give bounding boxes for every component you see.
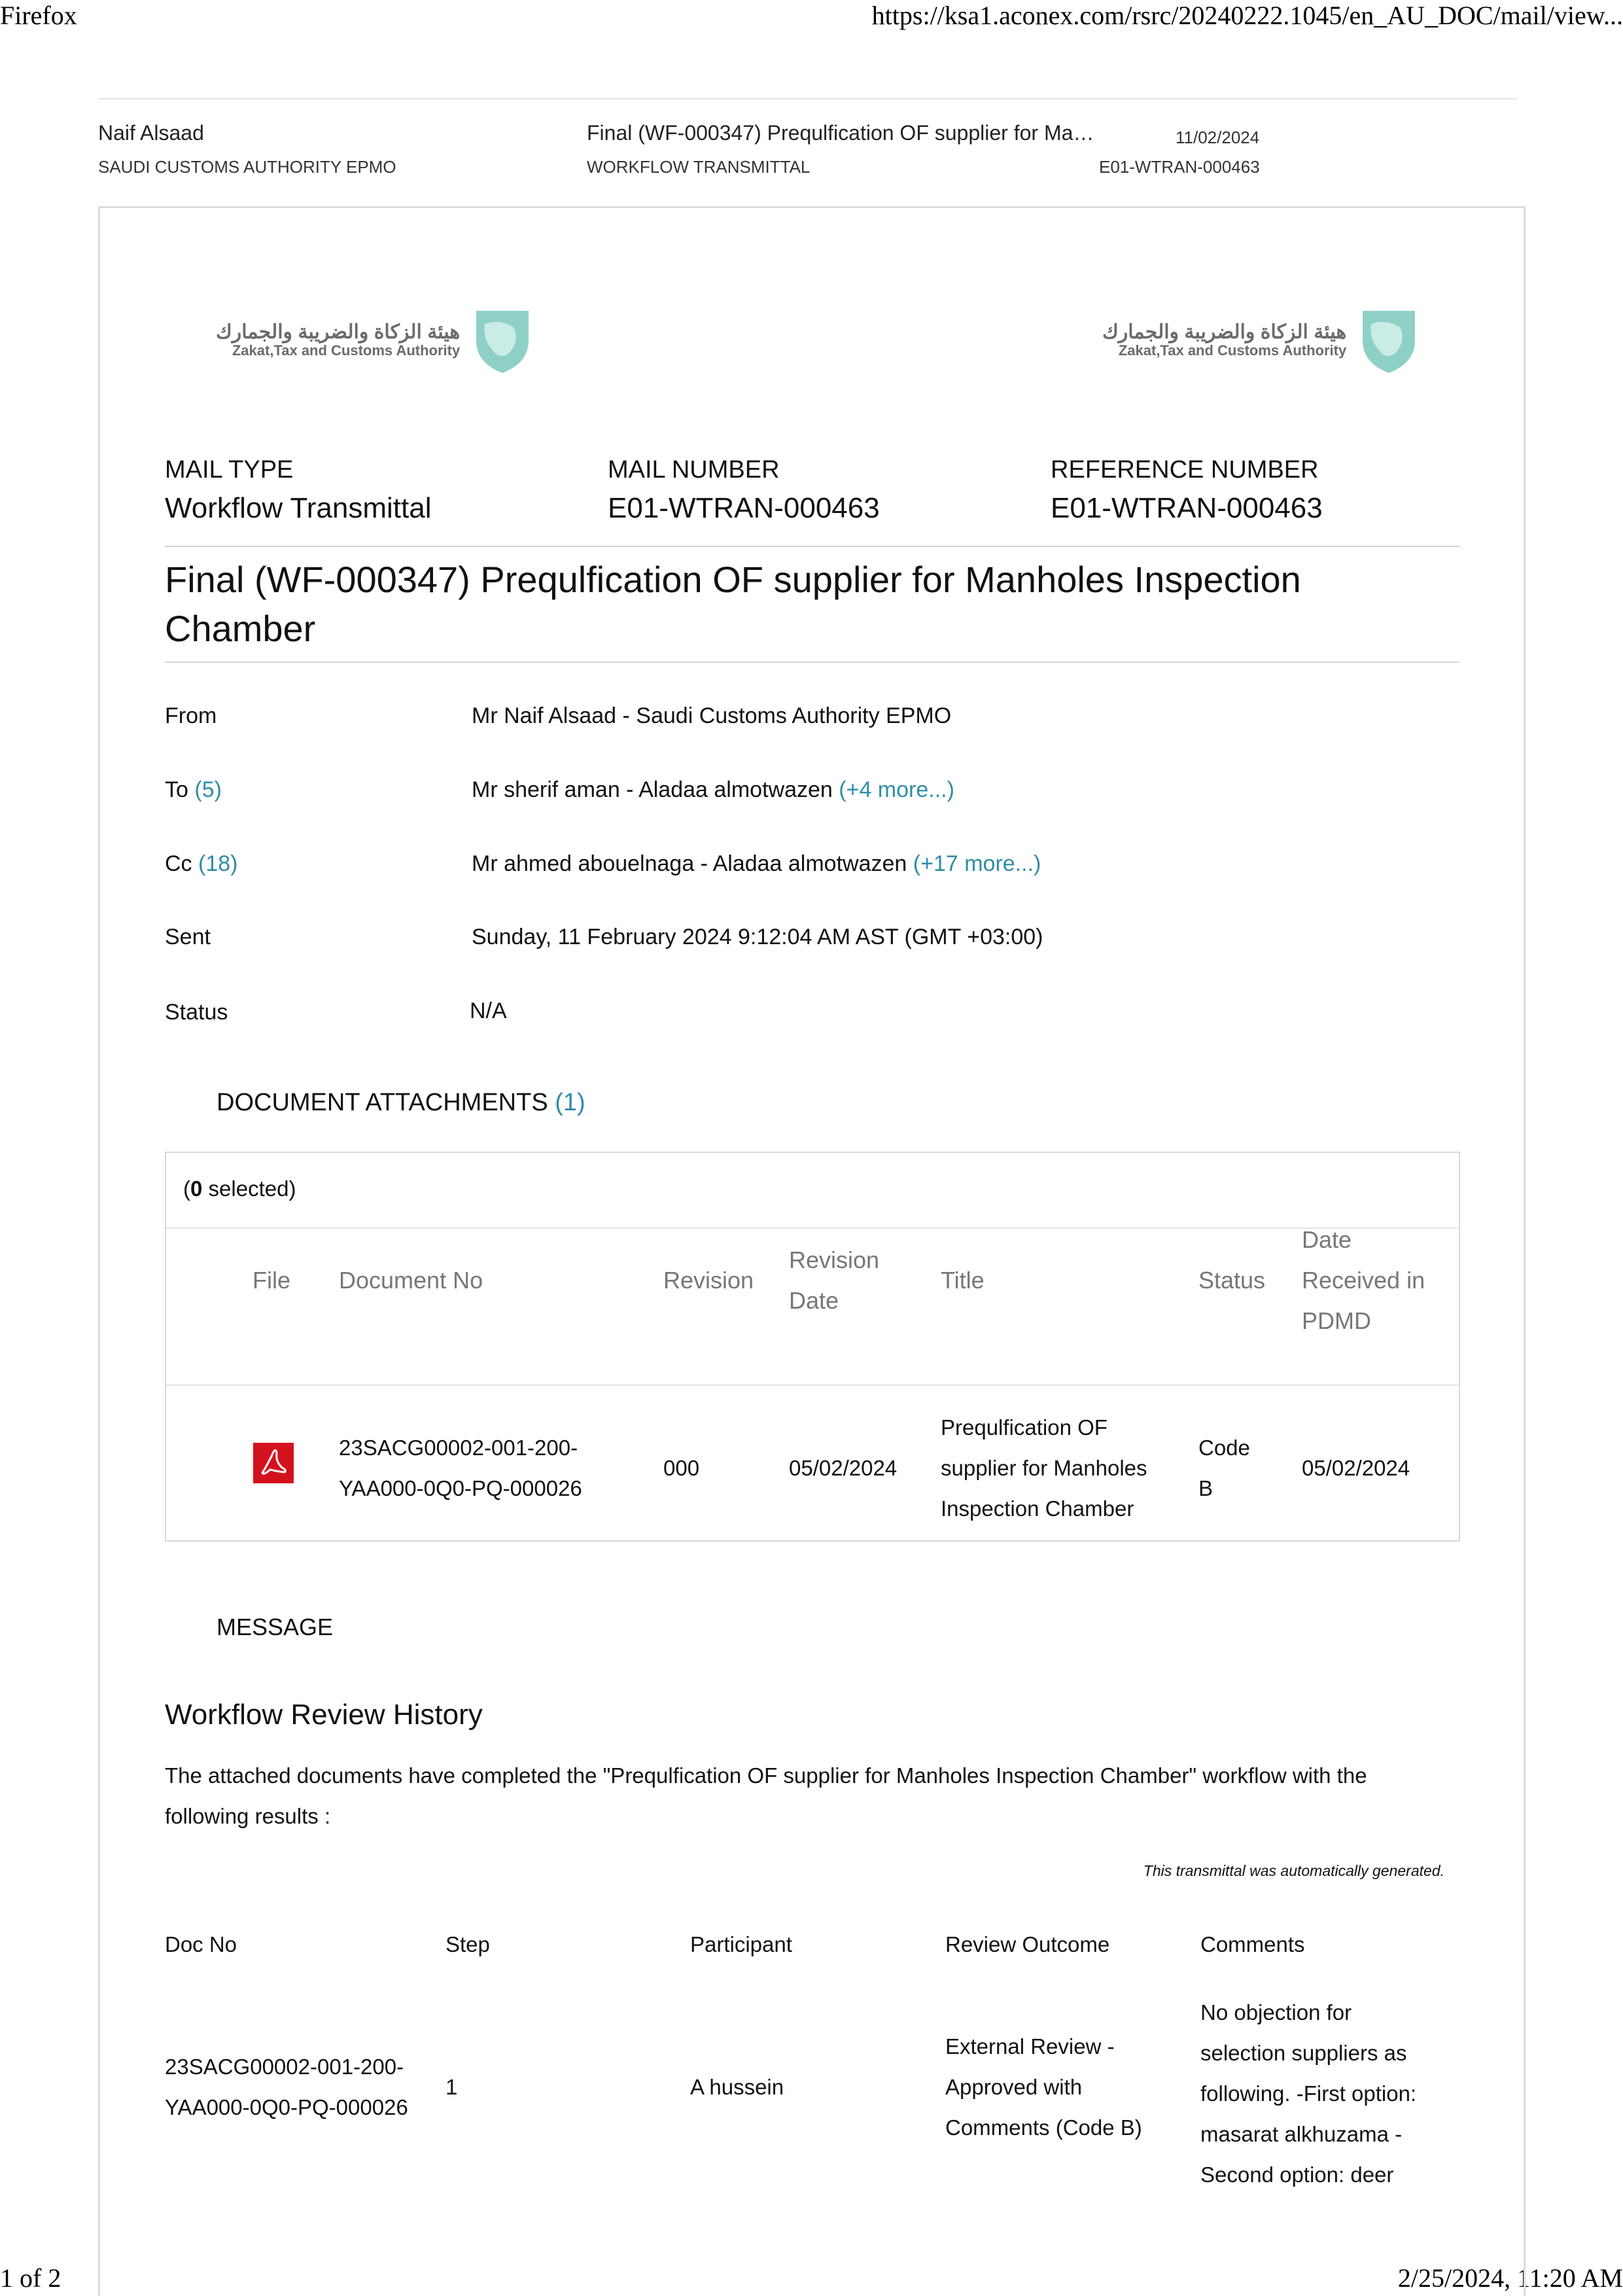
table-divider xyxy=(166,1227,1459,1229)
zatca-emblem-icon xyxy=(1359,304,1418,376)
col-header-document-no[interactable]: Document No xyxy=(339,1267,483,1294)
print-header-left: Firefox xyxy=(0,1,77,30)
status-label: Status xyxy=(165,1000,228,1025)
to-value xyxy=(472,777,954,803)
cc-recipient: Mr ahmed abouelnaga - Aladaa almotwazen xyxy=(472,851,907,876)
attachments-count: (1) xyxy=(555,1089,585,1116)
logo-right xyxy=(1102,304,1418,376)
message-heading: MESSAGE xyxy=(217,1614,334,1640)
print-header-url: https://ksa1.aconex.com/rsrc/20240222.1045/en_AU_DOC/mail/view... xyxy=(871,1,1623,30)
review-header-participant: Participant xyxy=(690,1932,792,1956)
subject-line-1: Final (WF-000347) Prequlfication OF supplier for Manholes Inspection xyxy=(165,559,1301,600)
review-header-outcome: Review Outcome xyxy=(945,1932,1110,1956)
logo-english-text: Zakat,Tax and Customs Authority xyxy=(232,342,461,359)
attachments-heading xyxy=(217,1089,585,1117)
divider xyxy=(165,546,1460,547)
review-doc-no: 23SACG00002-001-200- YAA000-0Q0-PQ-000026 xyxy=(165,2055,408,2119)
logo-arabic-text: هيئة الزكاة والضريبة والجمارك xyxy=(1102,321,1347,344)
logo-arabic-text: هيئة الزكاة والضريبة والجمارك xyxy=(216,321,461,344)
logo-english-text: Zakat,Tax and Customs Authority xyxy=(1118,342,1347,359)
review-step: 1 xyxy=(445,2075,458,2099)
mail-type-value: Workflow Transmittal xyxy=(165,492,432,524)
attachments-heading-text: DOCUMENT ATTACHMENTS xyxy=(217,1089,548,1116)
attachment-title: Prequlfication OF supplier for Manholes Inspection Chamber xyxy=(941,1415,1147,1521)
attachment-date-received: 05/02/2024 xyxy=(1302,1456,1410,1480)
to-count-link[interactable]: (5) xyxy=(194,777,222,802)
col-header-revision[interactable]: Revision xyxy=(663,1267,754,1294)
review-header-comments: Comments xyxy=(1200,1932,1305,1956)
attachment-status: Code B xyxy=(1198,1436,1250,1500)
from-label: From xyxy=(165,703,217,728)
table-row xyxy=(253,1443,294,1487)
sender-org: SAUDI CUSTOMS AUTHORITY EPMO xyxy=(98,157,396,177)
status-value: N/A xyxy=(470,998,507,1023)
review-history-title: Workflow Review History xyxy=(165,1699,483,1731)
col-header-revision-date[interactable]: Revision Date xyxy=(789,1246,880,1314)
table-divider xyxy=(166,1385,1459,1386)
col-header-title[interactable]: Title xyxy=(941,1267,985,1294)
page-title xyxy=(165,555,1460,653)
header-mail-number: E01-WTRAN-000463 xyxy=(1099,157,1260,177)
to-label-text: To xyxy=(165,777,188,802)
zatca-emblem-icon xyxy=(473,304,532,376)
cc-count-link[interactable]: (18) xyxy=(198,851,238,876)
header-date: 11/02/2024 xyxy=(1176,128,1260,147)
attachments-table xyxy=(165,1152,1460,1542)
header-subject: Final (WF-000347) Prequlfication OF supplier for Ma… xyxy=(587,121,1094,145)
col-header-file[interactable]: File xyxy=(253,1267,291,1294)
col-header-date-received[interactable]: Date Received in PDMD xyxy=(1302,1226,1425,1334)
from-value: Mr Naif Alsaad - Saudi Customs Authority EPMO xyxy=(472,703,952,728)
attachment-document-no[interactable]: 23SACG00002-001-200- YAA000-0Q0-PQ-000026 xyxy=(339,1436,582,1500)
pdf-icon[interactable] xyxy=(253,1443,294,1483)
sender-name: Naif Alsaad xyxy=(98,121,204,145)
to-recipient: Mr sherif aman - Aladaa almotwazen xyxy=(472,777,833,802)
col-header-status[interactable]: Status xyxy=(1198,1267,1266,1294)
review-header-doc-no: Doc No xyxy=(165,1932,237,1956)
header-rule xyxy=(98,98,1518,99)
reference-number-label: REFERENCE NUMBER xyxy=(1051,456,1319,484)
mail-type-label: MAIL TYPE xyxy=(165,456,294,484)
review-intro: The attached documents have completed the "Prequlfication OF supplier for Manholes Inspection Chamber" workflow with the following results : xyxy=(165,1763,1367,1828)
attachment-revision: 000 xyxy=(663,1456,700,1480)
print-footer-datetime: 2/25/2024, 11:20 AM xyxy=(1397,2263,1623,2293)
divider xyxy=(165,662,1460,663)
review-comments: No objection for selection suppliers as following. -First option: masarat alkhuzama - Second option: deer xyxy=(1200,2000,1417,2187)
logo-left xyxy=(216,304,532,376)
cc-more-link[interactable]: (+17 more...) xyxy=(913,851,1041,876)
print-footer-page: 1 of 2 xyxy=(0,2263,61,2293)
cc-label-text: Cc xyxy=(165,851,192,876)
sent-label: Sent xyxy=(165,925,211,949)
review-header-step: Step xyxy=(445,1932,490,1956)
auto-generated-note: This transmittal was automatically generated. xyxy=(1143,1862,1444,1879)
cc-value xyxy=(472,851,1041,877)
sent-value: Sunday, 11 February 2024 9:12:04 AM AST (GMT +03:00) xyxy=(472,925,1043,949)
header-mail-type: WORKFLOW TRANSMITTAL xyxy=(587,157,811,177)
subject-line-2: Chamber xyxy=(165,608,316,649)
mail-number-value: E01-WTRAN-000463 xyxy=(608,492,880,524)
attachment-revision-date: 05/02/2024 xyxy=(789,1456,898,1480)
cc-label xyxy=(165,851,237,877)
selected-count: (0 selected) xyxy=(183,1176,296,1201)
to-more-link[interactable]: (+4 more...) xyxy=(839,777,954,802)
review-participant: A hussein xyxy=(690,2075,784,2099)
to-label xyxy=(165,777,222,803)
review-outcome: External Review - Approved with Comments (Code B) xyxy=(945,2034,1142,2140)
reference-number-value: E01-WTRAN-000463 xyxy=(1051,492,1323,524)
mail-number-label: MAIL NUMBER xyxy=(608,456,780,484)
